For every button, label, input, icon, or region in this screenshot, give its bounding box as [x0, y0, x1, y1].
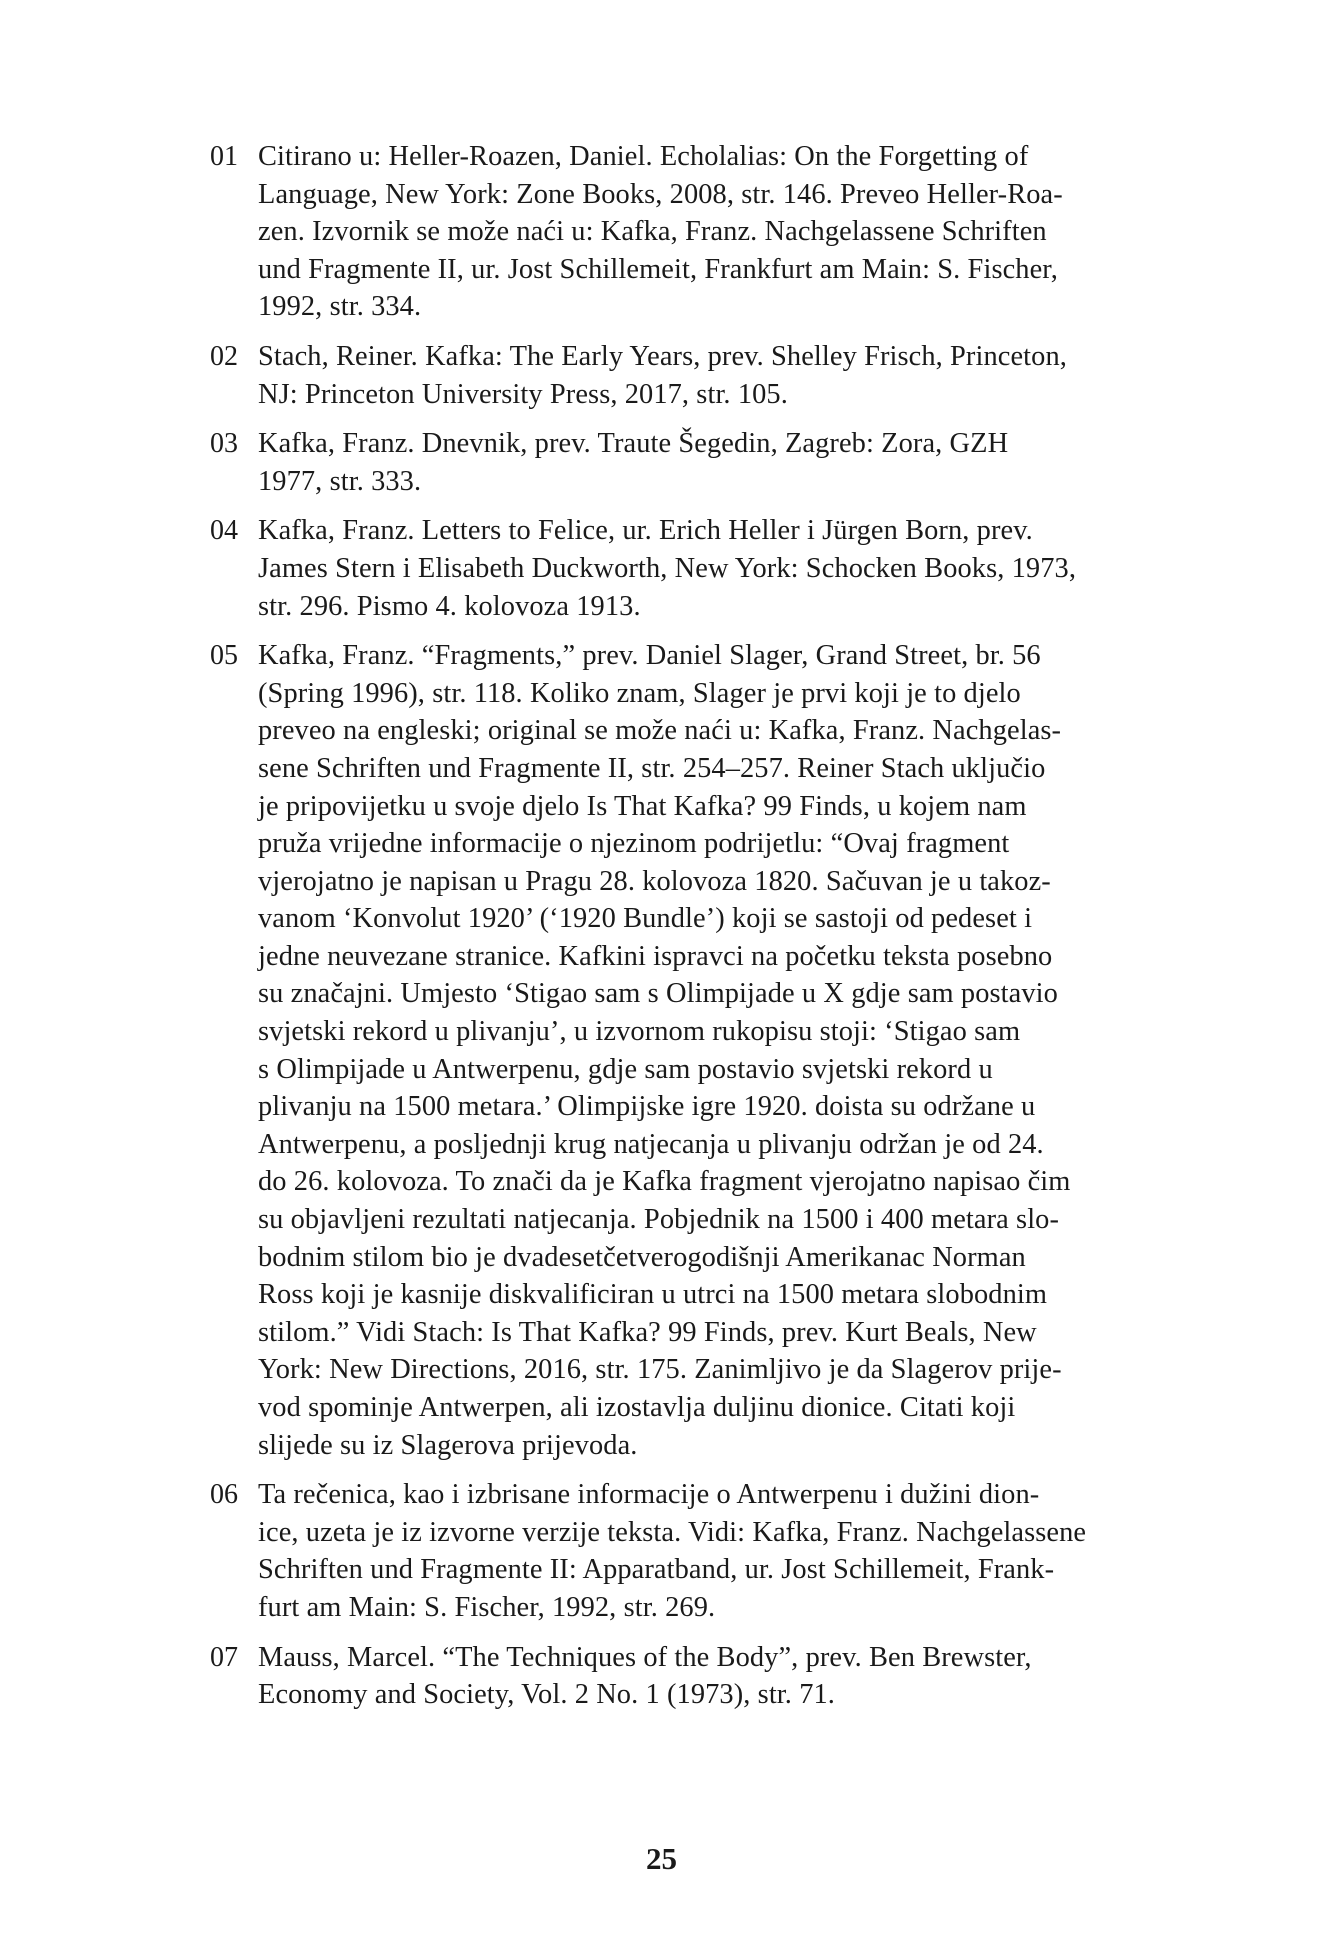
footnote-text [258, 425, 1170, 500]
footnote-line: vjerojatno je napisan u Pragu 28. kolovoza 1820. Sačuvan je u takoz- [258, 865, 1051, 897]
footnote-line: preveo na engleski; original se može naći u: Kafka, Franz. Nachgelas- [258, 715, 1062, 747]
footnote-line: Ta rečenica, kao i izbrisane informacije o Antwerpenu i dužini dion- [258, 1479, 1040, 1511]
footnote [210, 637, 1170, 1464]
footnote-text [258, 1639, 1170, 1714]
footnote-line: ice, uzeta je iz izvorne verzije teksta. Vidi: Kafka, Franz. Nachgelassene [258, 1516, 1087, 1548]
footnote-line: slijede su iz Slagerova prijevoda. [258, 1429, 638, 1461]
footnote-text [258, 637, 1170, 1464]
footnote-line: Kafka, Franz. Letters to Felice, ur. Erich Heller i Jürgen Born, prev. [258, 515, 1033, 547]
footnote-line: Antwerpenu, a posljednji krug natjecanja u plivanju održan je od 24. [258, 1128, 1044, 1160]
footnote-text [258, 1476, 1170, 1626]
footnote-line: Stach, Reiner. Kafka: The Early Years, prev. Shelley Frisch, Princeton, [258, 340, 1067, 372]
footnote-line: 1992, str. 334. [258, 291, 422, 323]
footnote-line: str. 296. Pismo 4. kolovoza 1913. [258, 590, 641, 622]
footnote-line: stilom.” Vidi Stach: Is That Kafka? 99 Finds, prev. Kurt Beals, New [258, 1316, 1037, 1348]
footnote-line: jedne neuvezane stranice. Kafkini ispravci na početku teksta posebno [258, 940, 1053, 972]
footnote-line: vanom ‘Konvolut 1920’ (‘1920 Bundle’) koji se sastoji od pedeset i [258, 903, 1033, 935]
footnote-line: zen. Izvornik se može naći u: Kafka, Franz. Nachgelassene Schriften [258, 216, 1047, 248]
footnote-line: York: New Directions, 2016, str. 175. Zanimljivo je da Slagerov prije- [258, 1354, 1062, 1386]
footnote-number: 03 [210, 428, 238, 460]
footnote-line: bodnim stilom bio je dvadesetčetverogodišnji Amerikanac Norman [258, 1241, 1026, 1273]
footnote [210, 1639, 1170, 1714]
footnote-line: Ross koji je kasnije diskvalificiran u utrci na 1500 metara slobodnim [258, 1279, 1048, 1311]
footnote-number: 05 [210, 640, 238, 672]
page-number: 25 [646, 1841, 677, 1876]
footnote [210, 338, 1170, 413]
footnote-line: Mauss, Marcel. “The Techniques of the Body”, prev. Ben Brewster, [258, 1641, 1032, 1673]
footnote-line: (Spring 1996), str. 118. Koliko znam, Slager je prvi koji je to djelo [258, 677, 1021, 709]
footnote-line: Schriften und Fragmente II: Apparatband, ur. Jost Schillemeit, Frank- [258, 1554, 1055, 1586]
footnote-number: 06 [210, 1479, 238, 1511]
footnote-text [258, 512, 1170, 625]
footnote [210, 138, 1170, 326]
footnote-line: furt am Main: S. Fischer, 1992, str. 269. [258, 1591, 716, 1623]
footnote-number: 02 [210, 340, 238, 372]
footnote [210, 512, 1170, 625]
footnote-line: svjetski rekord u plivanju’, u izvornom rukopisu stoji: ‘Stigao sam [258, 1016, 1021, 1048]
footnote-line: Language, New York: Zone Books, 2008, str. 146. Preveo Heller-Roa- [258, 178, 1063, 210]
footnote-line: vod spominje Antwerpen, ali izostavlja duljinu dionice. Citati koji [258, 1392, 1016, 1423]
footnote-number: 07 [210, 1641, 238, 1673]
footnote-number: 01 [210, 141, 238, 172]
footnote-line: NJ: Princeton University Press, 2017, str. 105. [258, 378, 788, 410]
footnote-text [258, 138, 1170, 326]
footnote-line: s Olimpijade u Antwerpenu, gdje sam postavio svjetski rekord u [258, 1053, 993, 1085]
footnote-number: 04 [210, 515, 238, 547]
footnotes-list [210, 138, 1170, 1726]
footnote-line: do 26. kolovoza. To znači da je Kafka fragment vjerojatno napisao čim [258, 1166, 1071, 1198]
footnote-line: pruža vrijedne informacije o njezinom podrijetlu: “Ovaj fragment [258, 828, 1010, 860]
footnote-line: Citirano u: Heller-Roazen, Daniel. Echolalias: On the Forgetting of [258, 141, 1029, 172]
footnote-line: sene Schriften und Fragmente II, str. 254–257. Reiner Stach uključio [258, 752, 1046, 784]
footnote-line: Kafka, Franz. Dnevnik, prev. Traute Šegedin, Zagreb: Zora, GZH [258, 428, 1009, 460]
footnote [210, 1476, 1170, 1626]
footnote-line: 1977, str. 333. [258, 465, 422, 497]
footnote-line: Kafka, Franz. “Fragments,” prev. Daniel Slager, Grand Street, br. 56 [258, 640, 1041, 672]
footnote-line: plivanju na 1500 metara.’ Olimpijske igre 1920. doista su održane u [258, 1091, 1036, 1123]
footnote-line: Economy and Society, Vol. 2 No. 1 (1973), str. 71. [258, 1679, 835, 1711]
footnote [210, 425, 1170, 500]
footnote-line: je pripovijetku u svoje djelo Is That Kafka? 99 Finds, u kojem nam [258, 790, 1027, 822]
footnote-line: su značajni. Umjesto ‘Stigao sam s Olimpijade u X gdje sam postavio [258, 978, 1058, 1010]
footnote-line: und Fragmente II, ur. Jost Schillemeit, Frankfurt am Main: S. Fischer, [258, 253, 1058, 285]
footnote-text [258, 338, 1170, 413]
footnote-line: su objavljeni rezultati natjecanja. Pobjednik na 1500 i 400 metara slo- [258, 1204, 1060, 1236]
footnote-line: James Stern i Elisabeth Duckworth, New York: Schocken Books, 1973, [258, 552, 1077, 584]
